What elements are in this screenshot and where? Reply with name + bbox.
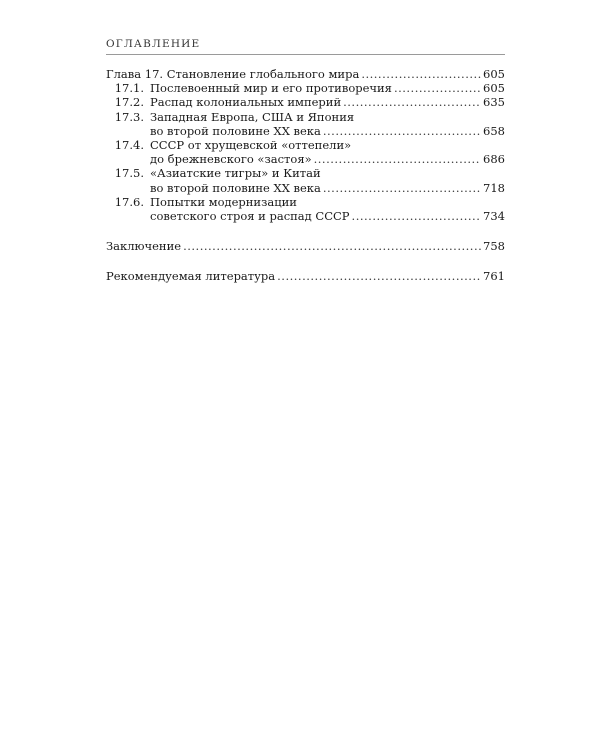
section-title-line: Попытки модернизации	[150, 194, 297, 209]
page-number: 761	[483, 269, 505, 284]
section-title: Распад колониальных империй	[150, 95, 342, 110]
dot-leader	[343, 95, 481, 109]
toc-entry-17-1[interactable]	[106, 81, 505, 95]
section-title-line: Западная Европа, США и Япония	[150, 109, 355, 124]
dot-leader	[361, 67, 481, 81]
section-title-line: до брежневского «застоя»	[150, 152, 312, 167]
page-number: 635	[483, 95, 505, 110]
toc-entry-17-6[interactable]	[106, 195, 505, 223]
section-number: 17.5.	[114, 166, 144, 181]
toc-entry-literature[interactable]	[106, 269, 505, 283]
table-of-contents	[106, 67, 505, 284]
section-number: 17.3.	[114, 109, 144, 124]
toc-entry-17-2[interactable]	[106, 95, 505, 109]
section-title-line: «Азиатские тигры» и Китай	[150, 166, 321, 181]
section-title-line: во второй половине XX века	[150, 123, 321, 138]
page-number: 686	[483, 152, 505, 167]
section-number: 17.2.	[114, 95, 144, 110]
page-number: 734	[483, 209, 505, 224]
dot-leader	[323, 181, 481, 195]
page-number: 605	[483, 67, 505, 81]
toc-entry-conclusion[interactable]	[106, 239, 505, 253]
toc-entry-17-3[interactable]	[106, 110, 505, 138]
dot-leader	[394, 81, 481, 95]
page-number: 605	[483, 81, 505, 96]
toc-entry-17-4[interactable]	[106, 138, 505, 166]
page-number: 658	[483, 123, 505, 138]
header-rule	[106, 54, 505, 55]
dot-leader	[277, 269, 481, 283]
section-number: 17.4.	[114, 138, 144, 153]
section-title-line: СССР от хрущевской «оттепели»	[150, 138, 352, 153]
page-number: 718	[483, 180, 505, 195]
section-number: 17.1.	[114, 81, 144, 96]
dot-leader	[323, 124, 481, 138]
literature-title: Рекомендуемая литература	[106, 269, 276, 284]
section-title-line: советского строя и распад СССР	[150, 209, 350, 224]
chapter-title: Глава 17. Становление глобального мира	[106, 67, 360, 81]
page-number: 758	[483, 239, 505, 254]
dot-leader	[183, 239, 481, 253]
section-title: Послевоенный мир и его противоречия	[150, 81, 392, 96]
conclusion-title: Заключение	[106, 239, 182, 254]
section-number: 17.6.	[114, 194, 144, 209]
running-head: ОГЛАВЛЕНИЕ	[106, 38, 201, 50]
toc-entry-chapter-17[interactable]	[106, 67, 505, 81]
section-title-line: во второй половине XX века	[150, 180, 321, 195]
dot-leader	[314, 152, 481, 166]
dot-leader	[352, 209, 482, 223]
toc-entry-17-5[interactable]	[106, 166, 505, 194]
